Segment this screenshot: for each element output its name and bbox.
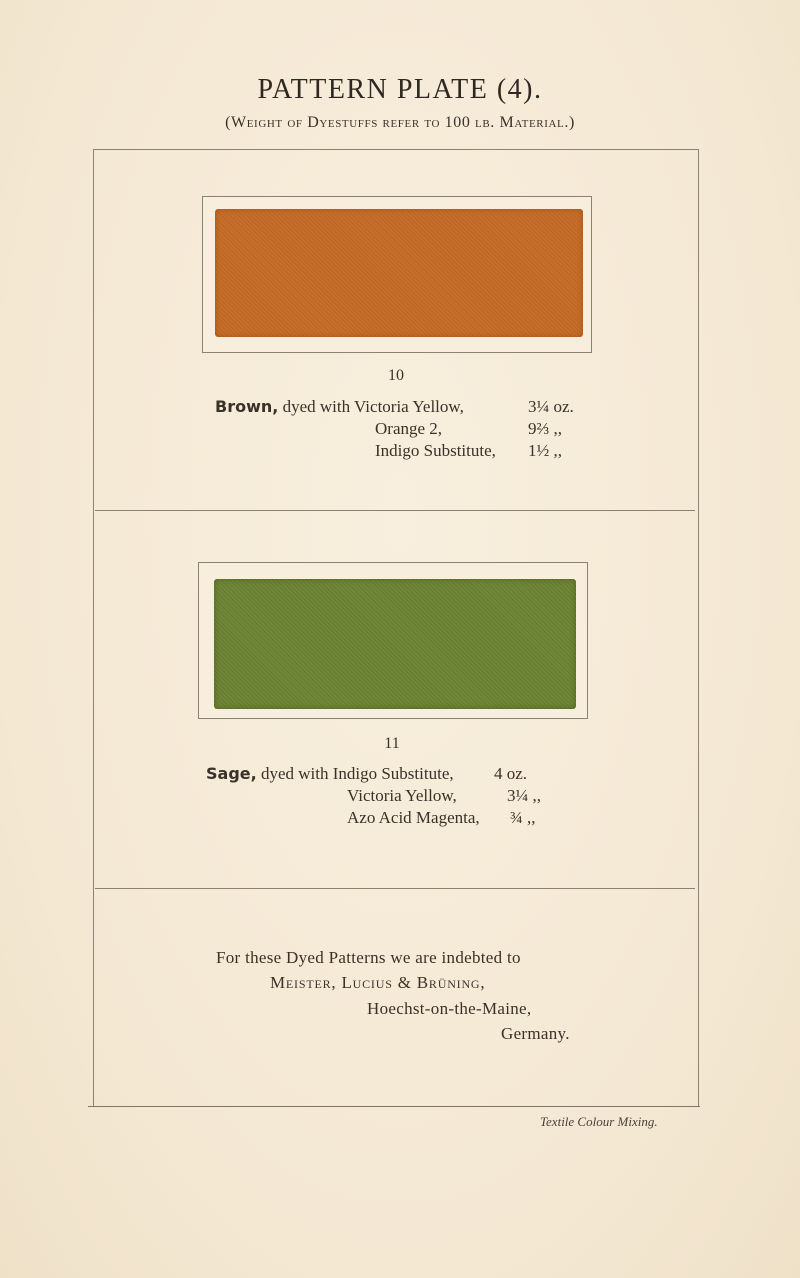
pattern-11-ingredient: Azo Acid Magenta, <box>347 808 480 827</box>
pattern-10-name: Brown, <box>215 397 279 416</box>
pattern-11-qty: 3¼ ,, <box>507 786 541 805</box>
credit-line-1: For these Dyed Patterns we are indebted to <box>216 948 521 967</box>
credit-line-4: Germany. <box>501 1024 570 1043</box>
pattern-10-number: 10 <box>388 367 404 384</box>
pattern-11-qty: ¾ ,, <box>510 808 536 827</box>
running-footer: Textile Colour Mixing. <box>540 1114 658 1129</box>
pattern-10-ingredient: Orange 2, <box>375 419 443 438</box>
pattern-10-ingredient: Indigo Substitute, <box>375 441 496 460</box>
page-subtitle: (Weight of Dyestuffs refer to 100 lb. Material.) <box>225 114 575 131</box>
bottom-rule <box>88 1106 700 1107</box>
credit-line-3: Hoechst-on-the-Maine, <box>367 999 532 1018</box>
pattern-10-qty: 1½ ,, <box>528 441 562 460</box>
page-title: PATTERN PLATE (4). <box>257 74 543 105</box>
pattern-10-qty: 3¼ oz. <box>528 397 574 416</box>
pattern-11-line-1 <box>206 764 454 784</box>
pattern-11-number: 11 <box>384 735 400 752</box>
pattern-10-qty: 9⅔ ,, <box>528 419 562 438</box>
pattern-11-mount <box>198 562 588 719</box>
pattern-11-ingredient: dyed with Indigo Substitute, <box>260 764 454 783</box>
section-divider <box>95 510 695 511</box>
pattern-10-line-1 <box>215 397 464 417</box>
brown-fabric-swatch <box>215 209 583 337</box>
pattern-11-qty: 4 oz. <box>494 764 528 783</box>
pattern-11-ingredient: Victoria Yellow, <box>347 786 457 805</box>
pattern-10-ingredient: dyed with Victoria Yellow, <box>282 397 464 416</box>
pattern-11-name: Sage, <box>206 764 257 783</box>
pattern-10-mount <box>202 196 592 353</box>
credit-line-2: Meister, Lucius & Brüning, <box>270 973 486 992</box>
sage-fabric-swatch <box>214 579 576 709</box>
section-divider <box>95 888 695 889</box>
